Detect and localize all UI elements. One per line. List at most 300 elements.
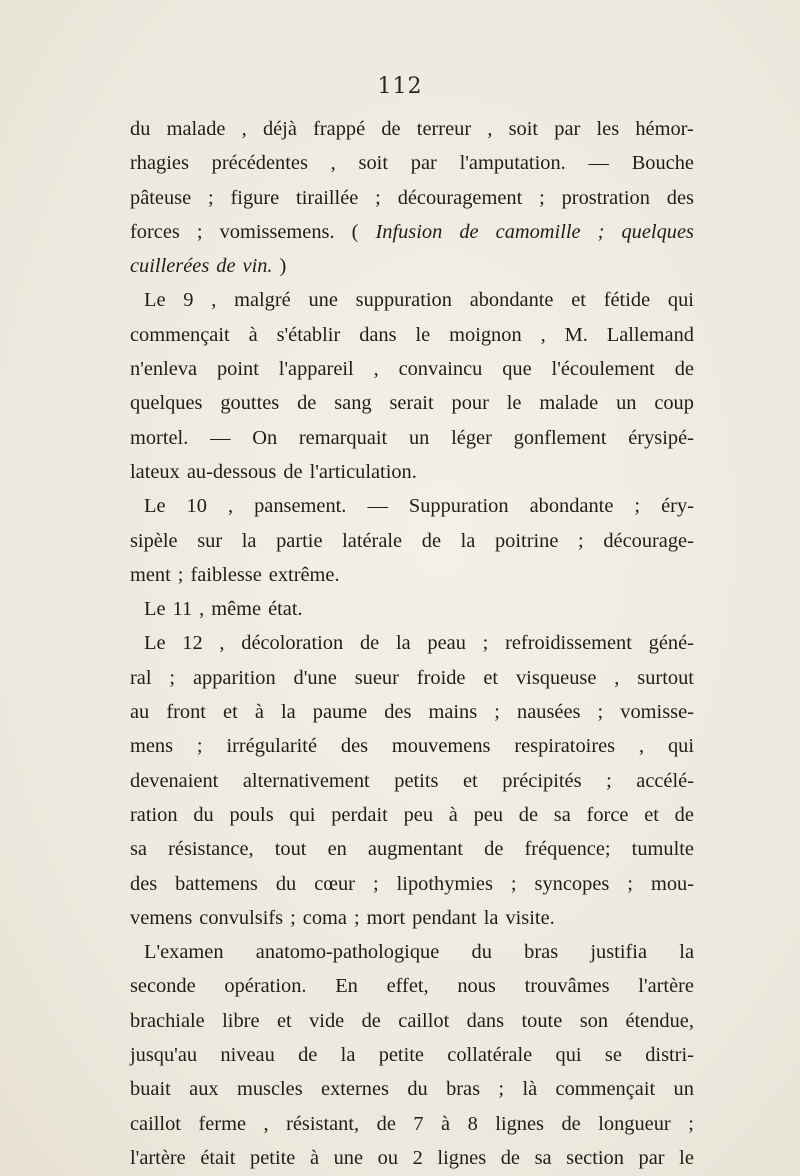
word: ment [130, 563, 171, 586]
word: par [554, 118, 581, 140]
word: brachiale [130, 1009, 205, 1032]
word: Le [144, 632, 166, 655]
word: lignes [437, 1146, 487, 1169]
word: sa [130, 838, 147, 861]
word: , [219, 632, 225, 655]
word: lateux [130, 460, 180, 483]
word: section [566, 1146, 624, 1169]
word: de [381, 118, 401, 140]
word: l'appareil [278, 358, 354, 381]
word: lignes [495, 1112, 544, 1135]
word: du [130, 118, 151, 140]
word: de [674, 358, 694, 381]
word: quelques [621, 220, 694, 243]
word: camomille [495, 220, 581, 243]
body-text [130, 112, 694, 1175]
text-line [130, 146, 694, 180]
word: du [193, 803, 214, 826]
word: à [248, 323, 258, 346]
word: , [227, 495, 234, 518]
word: précipités [502, 769, 582, 792]
word: résistance, [168, 838, 254, 861]
word: ; [539, 186, 545, 209]
word: prostration [561, 186, 650, 209]
word: un [616, 392, 637, 415]
word: à [448, 803, 458, 826]
word: surtout [637, 666, 694, 689]
word: pour [451, 392, 489, 415]
word: ; [498, 1078, 505, 1101]
word: état. [268, 598, 303, 621]
word: coup [654, 392, 694, 415]
text-line [130, 524, 694, 558]
text-line [130, 1072, 694, 1106]
word: distri- [645, 1044, 694, 1067]
word: de [518, 803, 539, 826]
word: gonflement [513, 426, 607, 449]
word: pansement. [254, 495, 347, 518]
word: , [241, 118, 247, 140]
word: la [483, 906, 499, 929]
word: ; [578, 529, 584, 552]
word: ; [634, 495, 641, 518]
word: bras [524, 941, 559, 964]
word: accélé- [636, 769, 694, 792]
word: mouvemens [391, 735, 491, 758]
word: trouvâmes [524, 975, 610, 998]
word: niveau [220, 1044, 275, 1067]
word: mens [130, 735, 174, 758]
word: 2 [412, 1146, 423, 1169]
word: , [211, 289, 217, 312]
text-line [130, 1004, 694, 1038]
word: de [376, 1112, 396, 1135]
word: étendue, [625, 1009, 694, 1032]
word: l'artère [130, 1146, 186, 1169]
word: , [487, 118, 493, 140]
word: , [373, 358, 379, 381]
word: l'écoulement [551, 358, 655, 381]
text-line [130, 249, 694, 283]
word: bras [446, 1078, 481, 1101]
word: battemens [175, 872, 258, 895]
word: abondante [529, 495, 614, 518]
word: toute [521, 1009, 563, 1032]
word: ; [290, 906, 296, 929]
word: syncopes [534, 872, 610, 895]
word: même [211, 598, 262, 621]
word: Suppuration [408, 495, 509, 518]
text-line [130, 283, 694, 317]
word: de [216, 255, 236, 278]
word: anatomo-pathologique [255, 941, 440, 964]
word: tout [274, 838, 307, 861]
word: lipothymies [396, 872, 493, 895]
word: commençait [555, 1078, 656, 1101]
word: ferme [198, 1112, 246, 1135]
word: ; [196, 735, 203, 758]
text-line [130, 729, 694, 763]
word: 12 [182, 632, 203, 655]
word: Infusion [375, 220, 443, 243]
word: aux [189, 1078, 219, 1101]
word: la [679, 941, 694, 964]
word: peu [473, 803, 504, 826]
word: résistant, [286, 1112, 360, 1135]
text-line [130, 558, 694, 592]
word: Lallemand [606, 323, 694, 346]
word: ; [597, 701, 604, 724]
word: dans [359, 323, 397, 346]
word: de [674, 803, 694, 826]
text-line [130, 181, 694, 215]
word: ral [130, 666, 152, 689]
word: une [308, 289, 338, 312]
word: extrême. [268, 563, 340, 586]
word: décoloration [241, 632, 344, 655]
word: à [254, 701, 264, 724]
word: sang [334, 392, 372, 415]
word: l'artère [638, 975, 694, 998]
word: ; [177, 563, 184, 586]
word: ; [510, 872, 517, 895]
word: était [200, 1146, 236, 1169]
word: paume [312, 701, 368, 724]
word: vin. [242, 255, 273, 278]
word: ; [597, 220, 605, 243]
text-line [130, 969, 694, 1003]
word: que [502, 358, 532, 381]
word: et [462, 769, 478, 792]
word: opération. [224, 975, 307, 998]
word: refroidissement [505, 632, 632, 655]
word: nous [457, 975, 496, 998]
word: 9 [183, 289, 194, 312]
word: des [130, 872, 158, 895]
word: n'enleva [130, 358, 198, 381]
word: dans [466, 1009, 505, 1032]
word: longueur [598, 1112, 671, 1135]
word: peau [427, 632, 466, 655]
word: ; [372, 872, 379, 895]
word: Le [144, 289, 166, 312]
word: partie [276, 529, 323, 552]
word: externes [321, 1078, 389, 1101]
word: de [297, 392, 317, 415]
word: de [500, 1146, 520, 1169]
word: cuillerées [130, 255, 210, 278]
word: qui [667, 735, 694, 758]
word: ou [377, 1146, 399, 1169]
word: léger [451, 426, 492, 449]
word: vemens [130, 906, 193, 929]
word: déjà [262, 118, 297, 140]
text-line [130, 832, 694, 866]
word: front [166, 701, 206, 724]
word: , [638, 735, 645, 758]
word: gouttes [220, 392, 280, 415]
word: Bouche [631, 152, 694, 175]
word: , [330, 152, 336, 175]
word: collatérale [447, 1044, 533, 1067]
word: Le [144, 495, 166, 518]
word: sa [553, 803, 571, 826]
word: , [540, 323, 546, 346]
word: jusqu'au [130, 1044, 198, 1067]
word: nausées [517, 701, 581, 724]
word: remarquait [298, 426, 388, 449]
word: buait [130, 1078, 171, 1101]
word: la [460, 529, 476, 552]
word: et [571, 289, 586, 312]
text-line [130, 1141, 694, 1175]
word: alternativement [242, 769, 370, 792]
word: ; [169, 666, 176, 689]
word: à [441, 1112, 451, 1135]
word: devenaient [130, 769, 219, 792]
word: un [673, 1078, 694, 1101]
word: des [340, 735, 369, 758]
text-line [130, 764, 694, 798]
word: froide [416, 666, 466, 689]
word: érysipé- [628, 426, 694, 449]
word: poitrine [494, 529, 559, 552]
word: par [410, 152, 437, 175]
word: , [199, 598, 205, 621]
text-line [130, 661, 694, 695]
word: respiratoires [514, 735, 616, 758]
word: un [408, 426, 430, 449]
word: 10 [186, 495, 207, 518]
word: de [421, 529, 441, 552]
word: son [579, 1009, 609, 1032]
word: vomissemens. [219, 220, 335, 243]
text-line [130, 867, 694, 901]
word: visqueuse [515, 666, 597, 689]
word: de [361, 1009, 381, 1032]
page-number: 112 [377, 74, 423, 99]
word: le [506, 392, 522, 415]
word: ) [279, 255, 287, 278]
word: sipèle [130, 529, 178, 552]
word: malade [539, 392, 599, 415]
text-line [130, 489, 694, 523]
word: point [216, 358, 259, 381]
word: la [280, 701, 296, 724]
word: malgré [234, 289, 291, 312]
text-line [130, 112, 694, 146]
word: la [340, 1044, 356, 1067]
word: qui [667, 289, 694, 312]
word: perdait [331, 803, 388, 826]
text-line [130, 901, 694, 935]
word: suppuration [355, 289, 452, 312]
word: ; [482, 632, 489, 655]
word: seconde [130, 975, 196, 998]
word: en [327, 838, 347, 861]
text-line [130, 352, 694, 386]
word: par [638, 1146, 665, 1169]
word: vide [309, 1009, 345, 1032]
word: et [276, 1009, 292, 1032]
word: ; [606, 769, 612, 792]
word: augmentant [367, 838, 464, 861]
word: une [333, 1146, 364, 1169]
word: justifia [590, 941, 648, 964]
word: figure [230, 186, 280, 209]
word: pâteuse [130, 186, 192, 209]
word: cœur [314, 872, 355, 895]
text-line [130, 318, 694, 352]
text-line [130, 421, 694, 455]
word: les [596, 118, 620, 140]
word: peu [403, 803, 434, 826]
word: — [588, 152, 609, 175]
word: tiraillée [296, 186, 359, 209]
word: soit [508, 118, 539, 140]
word: convaincu [398, 358, 483, 381]
word: du [275, 872, 297, 895]
word: de [561, 1112, 581, 1135]
word: décourage- [603, 529, 694, 552]
word: et [223, 701, 238, 724]
word: apparition [192, 666, 276, 689]
word: convulsifs [199, 906, 284, 929]
word: visite. [505, 906, 555, 929]
word: 8 [467, 1112, 478, 1135]
word: des [384, 701, 412, 724]
word: ; [627, 872, 633, 895]
word: au-dessous [186, 460, 277, 483]
word: hémor- [635, 118, 694, 140]
text-line [130, 626, 694, 660]
word: force [586, 803, 629, 826]
word: tumulte [631, 838, 694, 861]
word: l'amputation. [459, 152, 566, 175]
word: au [130, 701, 150, 724]
word: le [415, 323, 431, 346]
word: — [210, 426, 231, 449]
word: effet, [386, 975, 429, 998]
word: abondante [469, 289, 554, 312]
word: de [484, 838, 504, 861]
word: caillot [398, 1009, 450, 1032]
word: à [309, 1146, 319, 1169]
word: petits [394, 769, 439, 792]
word: quelques [130, 392, 203, 415]
word: de [359, 632, 380, 655]
word: faiblesse [190, 563, 262, 586]
word: — [367, 495, 388, 518]
text-line [130, 455, 694, 489]
word: frappé [313, 118, 366, 140]
word: libre [222, 1009, 260, 1032]
word: l'articulation. [309, 460, 417, 483]
word: la [395, 632, 411, 655]
word: vomisse- [620, 701, 694, 724]
word: 7 [413, 1112, 424, 1135]
word: serait [389, 392, 434, 415]
word: irrégularité [226, 735, 318, 758]
word: des [666, 186, 694, 209]
text-line [130, 386, 694, 420]
word: moignon [449, 323, 522, 346]
word: mort [366, 906, 406, 929]
word: et [644, 803, 659, 826]
word: muscles [236, 1078, 303, 1101]
word: découragement [397, 186, 523, 209]
word: de [283, 460, 303, 483]
word: fréquence; [524, 838, 611, 861]
word: , [614, 666, 620, 689]
word: mains [428, 701, 478, 724]
text-line [130, 1038, 694, 1072]
word: pouls [229, 803, 274, 826]
word: ration [130, 803, 178, 826]
word: sur [197, 529, 223, 552]
word: L'examen [144, 941, 224, 964]
text-line [130, 935, 694, 969]
text-line [130, 1107, 694, 1141]
word: et [483, 666, 499, 689]
word: 11 [172, 598, 193, 621]
word: rhagies [130, 152, 189, 175]
word: forces [130, 220, 180, 243]
word: ; [208, 186, 214, 209]
word: pendant [412, 906, 477, 929]
word: ( [351, 220, 359, 243]
word: ; [375, 186, 381, 209]
word: qui [289, 803, 316, 826]
word: sa [534, 1146, 552, 1169]
word: géné- [648, 632, 694, 655]
word: coma [302, 906, 347, 929]
word: On [252, 426, 278, 449]
word: malade [166, 118, 226, 140]
word: mortel. [130, 426, 189, 449]
text-line [130, 215, 694, 249]
text-line [130, 592, 694, 626]
word: M. [564, 323, 588, 346]
word: fétide [603, 289, 651, 312]
word: du [471, 941, 492, 964]
word: commençait [130, 323, 230, 346]
word: précédentes [211, 152, 308, 175]
word: la [241, 529, 257, 552]
word: ; [688, 1112, 694, 1135]
word: ; [196, 220, 203, 243]
text-line [130, 695, 694, 729]
word: , [263, 1112, 269, 1135]
word: là [522, 1078, 538, 1101]
word: mou- [650, 872, 694, 895]
word: ; [353, 906, 360, 929]
word: soit [358, 152, 388, 175]
word: En [335, 975, 358, 998]
word: Le [144, 598, 166, 621]
word: le [679, 1146, 694, 1169]
word: d'une [293, 666, 337, 689]
word: ; [494, 701, 500, 724]
word: petite [378, 1044, 424, 1067]
word: caillot [130, 1112, 181, 1135]
word: s'établir [276, 323, 341, 346]
word: sueur [354, 666, 399, 689]
word: latérale [342, 529, 403, 552]
word: de [459, 220, 479, 243]
word: terreur [416, 118, 472, 140]
word: éry- [661, 495, 694, 518]
